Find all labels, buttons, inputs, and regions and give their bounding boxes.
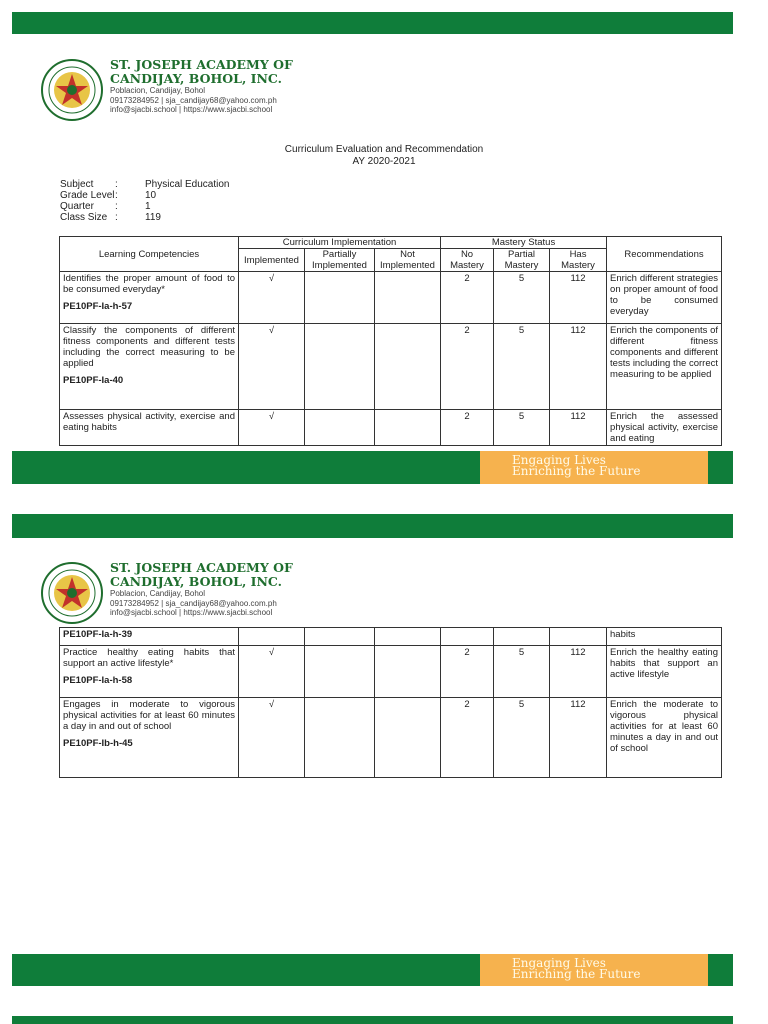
- recommendation-cell: habits: [607, 628, 722, 646]
- school-header: [40, 57, 293, 122]
- tagline-line2: Enriching the Future: [512, 967, 641, 981]
- partial-mastery-count: 5: [494, 646, 550, 698]
- has-mastery-count: 112: [550, 410, 607, 446]
- competency-code: PE10PF-Ib-h-45: [63, 738, 133, 749]
- table-row: [60, 272, 722, 324]
- competency-cell: Identifies the proper amount of food to be consumed everyday* PE10PF-Ia-h-57: [60, 272, 239, 324]
- header-implementation: Curriculum Implementation: [239, 237, 441, 249]
- school-contact-web: info@sjacbi.school | https://www.sjacbi.school: [110, 608, 273, 617]
- competency-code: PE10PF-Ia-h-57: [63, 301, 133, 312]
- tagline-line2: Enriching the Future: [512, 464, 641, 478]
- partial-mastery-count: 5: [494, 324, 550, 410]
- top-green-bar-page2: [12, 514, 733, 538]
- competency-cell: [60, 628, 239, 646]
- partial-mastery-count: 5: [494, 272, 550, 324]
- school-name-line2: CANDIJAY, BOHOL, INC.: [110, 574, 282, 589]
- recommendation-cell: Enrich different strategies on proper amount of food to be consumed everyday: [607, 272, 722, 324]
- has-mastery-count: 112: [550, 324, 607, 410]
- header-partially-implemented: Partially Implemented: [305, 249, 375, 272]
- competency-code: PE10PF-Ia-40: [63, 375, 124, 386]
- header-implemented: Implemented: [239, 249, 305, 272]
- school-contact-phone-email: 09173284952 | sja_candijay68@yahoo.com.ph: [110, 598, 277, 608]
- has-mastery-count: 112: [550, 272, 607, 324]
- competency-code: PE10PF-Ia-h-58: [63, 675, 133, 686]
- school-contact-web: info@sjacbi.school | https://www.sjacbi.school: [110, 105, 273, 114]
- school-address: Poblacion, Candijay, Bohol: [110, 589, 206, 598]
- recommendation-cell: Enrich the assessed physical activity, exercise and eating: [607, 410, 722, 446]
- top-green-bar-page3: [12, 1016, 733, 1024]
- competency-cell: Engages in moderate to vigorous physical activities for at least 60 minutes a day in and out of school PE10PF-Ib-h-45: [60, 698, 239, 778]
- academic-year: AY 2020-2021: [352, 156, 416, 167]
- no-mastery-count: 2: [441, 698, 494, 778]
- table-header-row: [60, 237, 722, 249]
- school-name-line2: CANDIJAY, BOHOL, INC.: [110, 71, 282, 86]
- recommendation-cell: Enrich the healthy eating habits that support an active lifestyle: [607, 646, 722, 698]
- no-mastery-count: 2: [441, 324, 494, 410]
- header-partial-mastery: Partial Mastery: [494, 249, 550, 272]
- header-no-mastery: No Mastery: [441, 249, 494, 272]
- document-title-block: [0, 144, 768, 168]
- footer-tagline: [480, 451, 708, 484]
- school-address: Poblacion, Candijay, Bohol: [110, 86, 206, 95]
- recommendation-cell: Enrich the components of different fitness components and different tests including the correct measuring to be applied: [607, 324, 722, 410]
- implemented-check: √: [239, 324, 305, 410]
- meta-quarter: Quarter : 1: [60, 201, 151, 212]
- no-mastery-count: 2: [441, 410, 494, 446]
- top-green-bar: [12, 12, 733, 34]
- competency-cell: Assesses physical activity, exercise and eating habits: [60, 410, 239, 446]
- competency-code: PE10PF-Ia-h-39: [63, 629, 133, 640]
- school-name-line1: ST. JOSEPH ACADEMY OF: [110, 57, 293, 72]
- meta-grade-level: Grade Level : 10: [60, 190, 157, 201]
- partial-mastery-count: 5: [494, 410, 550, 446]
- school-header-page2: [40, 560, 293, 625]
- header-recommendations: Recommendations: [607, 237, 722, 272]
- implemented-check: √: [239, 410, 305, 446]
- competency-cell: Practice healthy eating habits that support an active lifestyle* PE10PF-Ia-h-58: [60, 646, 239, 698]
- meta-class-size: Class Size : 119: [60, 212, 161, 223]
- header-has-mastery: Has Mastery: [550, 249, 607, 272]
- school-seal-icon: [40, 561, 104, 625]
- school-name-line1: ST. JOSEPH ACADEMY OF: [110, 560, 293, 575]
- table-row: [60, 410, 722, 446]
- header-mastery: Mastery Status: [441, 237, 607, 249]
- table-row: [60, 628, 722, 646]
- school-contact-phone-email: 09173284952 | sja_candijay68@yahoo.com.ph: [110, 95, 277, 105]
- school-seal-icon: [40, 58, 104, 122]
- evaluation-table-page2: [59, 627, 722, 778]
- implemented-check: √: [239, 698, 305, 778]
- no-mastery-count: 2: [441, 272, 494, 324]
- table-row: [60, 324, 722, 410]
- competency-cell: Classify the components of different fitness components and different tests including the correct measuring to be applied PE10PF-Ia-40: [60, 324, 239, 410]
- has-mastery-count: 112: [550, 698, 607, 778]
- no-mastery-count: 2: [441, 646, 494, 698]
- implemented-check: √: [239, 272, 305, 324]
- header-not-implemented: Not Implemented: [375, 249, 441, 272]
- meta-subject: Subject : Physical Education: [60, 179, 230, 190]
- table-row: [60, 646, 722, 698]
- document-title: Curriculum Evaluation and Recommendation: [284, 144, 484, 155]
- tagline-line1: Engaging Lives: [512, 453, 606, 467]
- evaluation-table-page1: [59, 236, 722, 446]
- partial-mastery-count: 5: [494, 698, 550, 778]
- tagline-line1: Engaging Lives: [512, 956, 606, 970]
- footer-tagline-page2: [480, 954, 708, 986]
- recommendation-cell: Enrich the moderate to vigorous physical activities for at least 60 minutes a day in and out of school: [607, 698, 722, 778]
- has-mastery-count: 112: [550, 646, 607, 698]
- table-row: [60, 698, 722, 778]
- header-competencies: Learning Competencies: [60, 237, 239, 272]
- document-meta: [60, 179, 230, 223]
- implemented-check: √: [239, 646, 305, 698]
